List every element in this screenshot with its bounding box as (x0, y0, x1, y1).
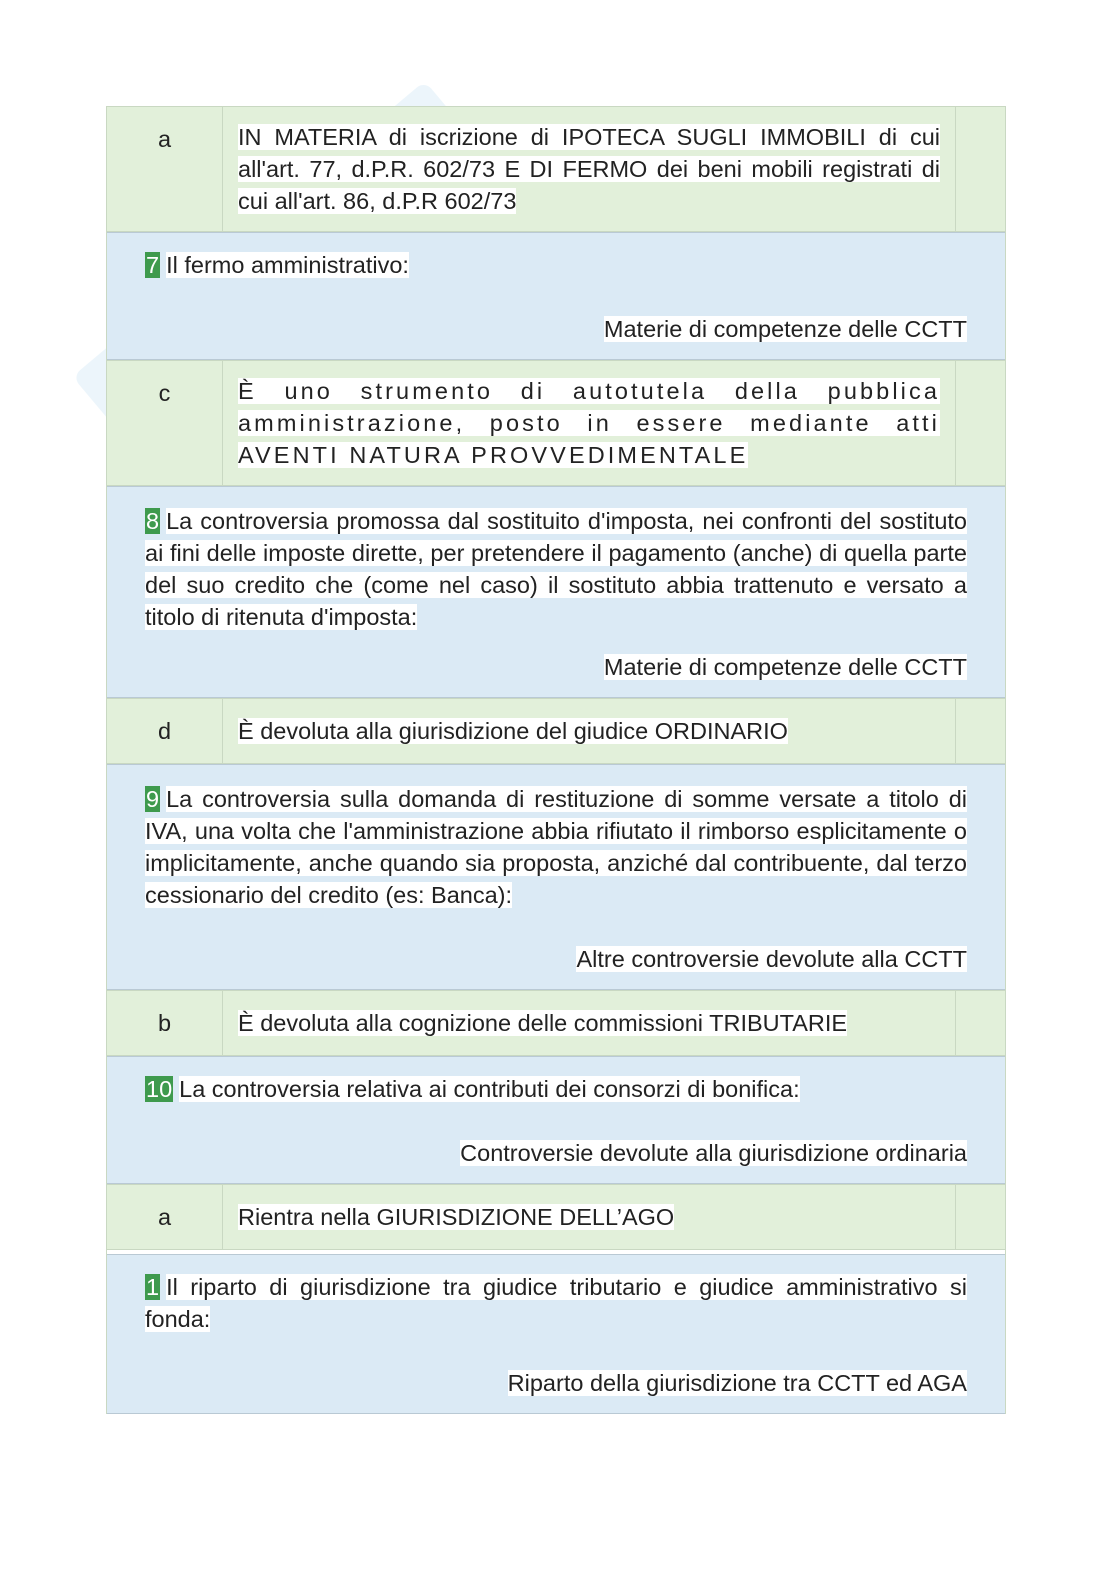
answer-text: È devoluta alla cognizione delle commissioni TRIBUTARIE (238, 1010, 848, 1036)
answer-row-9 (107, 990, 1005, 1056)
question-text: Il fermo amministrativo: (166, 252, 409, 278)
question-body (145, 1073, 967, 1105)
question-number-badge: 10 (146, 1076, 173, 1102)
answer-letter: c (107, 361, 223, 485)
answer-tail-cell (955, 991, 1005, 1055)
answer-row-7 (107, 360, 1005, 486)
answer-letter: b (107, 991, 223, 1055)
question-block-9 (107, 764, 1005, 990)
question-body (145, 505, 967, 633)
category-label: Riparto della giurisdizione tra CCTT ed AGA (507, 1370, 967, 1396)
answer-letter: d (107, 699, 223, 763)
answer-text: Rientra nella GIURISDIZIONE DELL’AGO (238, 1204, 675, 1230)
answer-text-cell (223, 1185, 955, 1249)
question-block-8 (107, 486, 1005, 698)
question-block-1 (107, 1254, 1005, 1414)
question-text: La controversia promossa dal sostituito d'imposta, nei confronti del sostituto ai fini delle imposte dirette, per pretendere il pagamento (anche) di quella parte del suo credito che (come nel caso) il sostituto abbia trattenuto e versato a titolo di ritenuta d'imposta: (145, 508, 967, 630)
question-text: La controversia sulla domanda di restituzione di somme versate a titolo di IVA, una volta che l'amministrazione abbia rifiutato il rimborso esplicitamente o implicitamente, anche quando sia proposta, anziché dal contribuente, dal terzo cessionario del credito (es: Banca): (145, 786, 967, 908)
answer-text-cell (223, 991, 955, 1055)
answer-text: IN MATERIA di iscrizione di IPOTECA SUGLI IMMOBILI di cui all'art. 77, d.P.R. 602/73 E DI FERMO dei beni mobili registrati di cui all'art. 86, d.P.R 602/73 (238, 124, 940, 214)
question-number-badge: 9 (146, 786, 160, 812)
quiz-sheet (106, 106, 1006, 1414)
category-label: Materie di competenze delle CCTT (603, 654, 967, 680)
answer-letter: a (107, 107, 223, 231)
question-body (145, 783, 967, 911)
answer-letter: a (107, 1185, 223, 1249)
question-text: La controversia relativa ai contributi dei consorzi di bonifica: (179, 1076, 800, 1102)
answer-text-cell (223, 361, 955, 485)
question-category (145, 943, 967, 975)
question-category (145, 313, 967, 345)
answer-text-cell (223, 107, 955, 231)
answer-text: È devoluta alla giurisdizione del giudice ORDINARIO (238, 718, 788, 744)
answer-row-10 (107, 1184, 1005, 1250)
question-number-badge: 8 (146, 508, 160, 534)
question-block-10 (107, 1056, 1005, 1184)
answer-row-8 (107, 698, 1005, 764)
question-number-badge: 1 (146, 1274, 160, 1300)
question-category (145, 1137, 967, 1169)
question-block-7 (107, 232, 1005, 360)
question-body (145, 1271, 967, 1335)
question-category (145, 1367, 967, 1399)
answer-text-cell (223, 699, 955, 763)
answer-tail-cell (955, 1185, 1005, 1249)
answer-tail-cell (955, 699, 1005, 763)
answer-row-ipoteca (107, 106, 1005, 232)
question-number-badge: 7 (146, 252, 160, 278)
category-label: Controversie devolute alla giurisdizione ordinaria (460, 1140, 967, 1166)
category-label: Altre controversie devolute alla CCTT (576, 946, 967, 972)
question-category (145, 651, 967, 683)
question-body (145, 249, 967, 281)
question-text: Il riparto di giurisdizione tra giudice tributario e giudice amministrativo si fonda: (145, 1274, 967, 1332)
answer-tail-cell (955, 107, 1005, 231)
answer-tail-cell (955, 361, 1005, 485)
category-label: Materie di competenze delle CCTT (603, 316, 967, 342)
answer-text: È uno strumento di autotutela della pubblica amministrazione, posto in essere mediante atti AVENTI NATURA PROVVEDIMENTALE (238, 378, 940, 468)
